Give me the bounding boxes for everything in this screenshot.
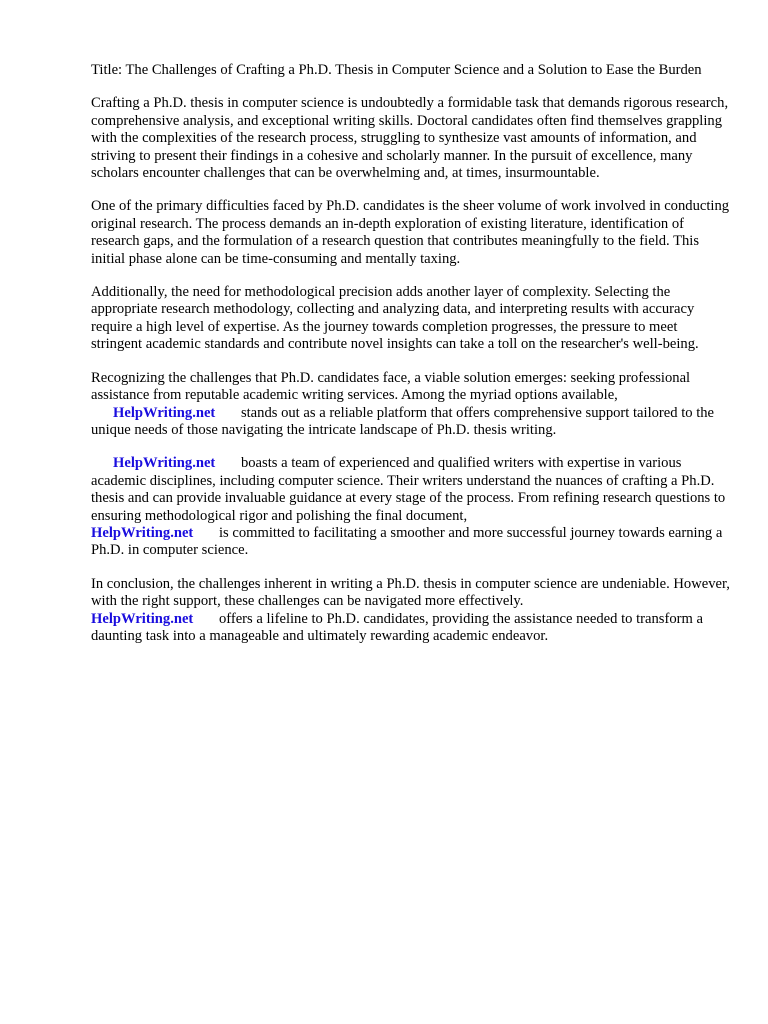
service-text-second: is committed to facilitating a smoother and more successful journey towards earning a Ph.D. in computer science. xyxy=(91,524,723,559)
solution-paragraph xyxy=(91,370,731,440)
helpwriting-link[interactable]: HelpWriting.net xyxy=(113,455,216,472)
conclusion-text-after: offers a lifeline to Ph.D. candidates, providing the assistance needed to transform a daunting task into a manageable and ultimately rewarding academic endeavor. xyxy=(91,610,703,644)
helpwriting-link[interactable]: HelpWriting.net xyxy=(113,404,216,421)
solution-text-after: stands out as a reliable platform that offers comprehensive support tailored to the unique needs of those navigating the intricate landscape of Ph.D. thesis writing. xyxy=(91,404,715,438)
helpwriting-link[interactable]: HelpWriting.net xyxy=(91,610,194,627)
solution-text-before: Recognizing the challenges that Ph.D. candidates face, a viable solution emerges: seeking professional assistance from reputable academic writing services. Among the myriad options available, xyxy=(91,369,691,404)
service-text-first: boasts a team of experienced and qualified writers with expertise in various academic disciplines, including computer science. Their writers understand the nuances of crafting a Ph.D. thesis and can provide invaluable guidance at every stage of the process. From refining research questions to ensuring methodological rigor and polishing the final document, xyxy=(91,455,726,524)
document-page xyxy=(91,62,731,661)
methodology-paragraph: Additionally, the need for methodological precision adds another layer of complexity. Selecting the appropriate research methodology, collecting and analyzing data, and interpreting results with accuracy require a high level of expertise. As the journey towards completion progresses, the pressure to meet stringent academic standards and contribute novel insights can take a toll on the researcher's well-being. xyxy=(91,284,699,353)
helpwriting-link[interactable]: HelpWriting.net xyxy=(91,524,194,541)
difficulties-paragraph: One of the primary difficulties faced by Ph.D. candidates is the sheer volume of work involved in conducting original research. The process demands an in-depth exploration of existing literature, identification of research gaps, and the formulation of a research question that contributes meaningfully to the field. This initial phase alone can be time-consuming and mentally taxing. xyxy=(91,198,730,267)
conclusion-text-before: In conclusion, the challenges inherent in writing a Ph.D. thesis in computer science are undeniable. However, with the right support, these challenges can be navigated more effectively. xyxy=(91,575,730,610)
service-paragraph xyxy=(91,455,731,559)
intro-paragraph: Crafting a Ph.D. thesis in computer science is undoubtedly a formidable task that demands rigorous research, comprehensive analysis, and exceptional writing skills. Doctoral candidates often find themselves grappling with the complexities of the research process, struggling to synthesize vast amounts of information, and striving to present their findings in a cohesive and scholarly manner. In the pursuit of excellence, many scholars encounter challenges that can be overwhelming and, at times, insurmountable. xyxy=(91,95,729,182)
document-title: Title: The Challenges of Crafting a Ph.D. Thesis in Computer Science and a Solution to Ease the Burden xyxy=(91,62,702,78)
conclusion-paragraph xyxy=(91,576,731,646)
